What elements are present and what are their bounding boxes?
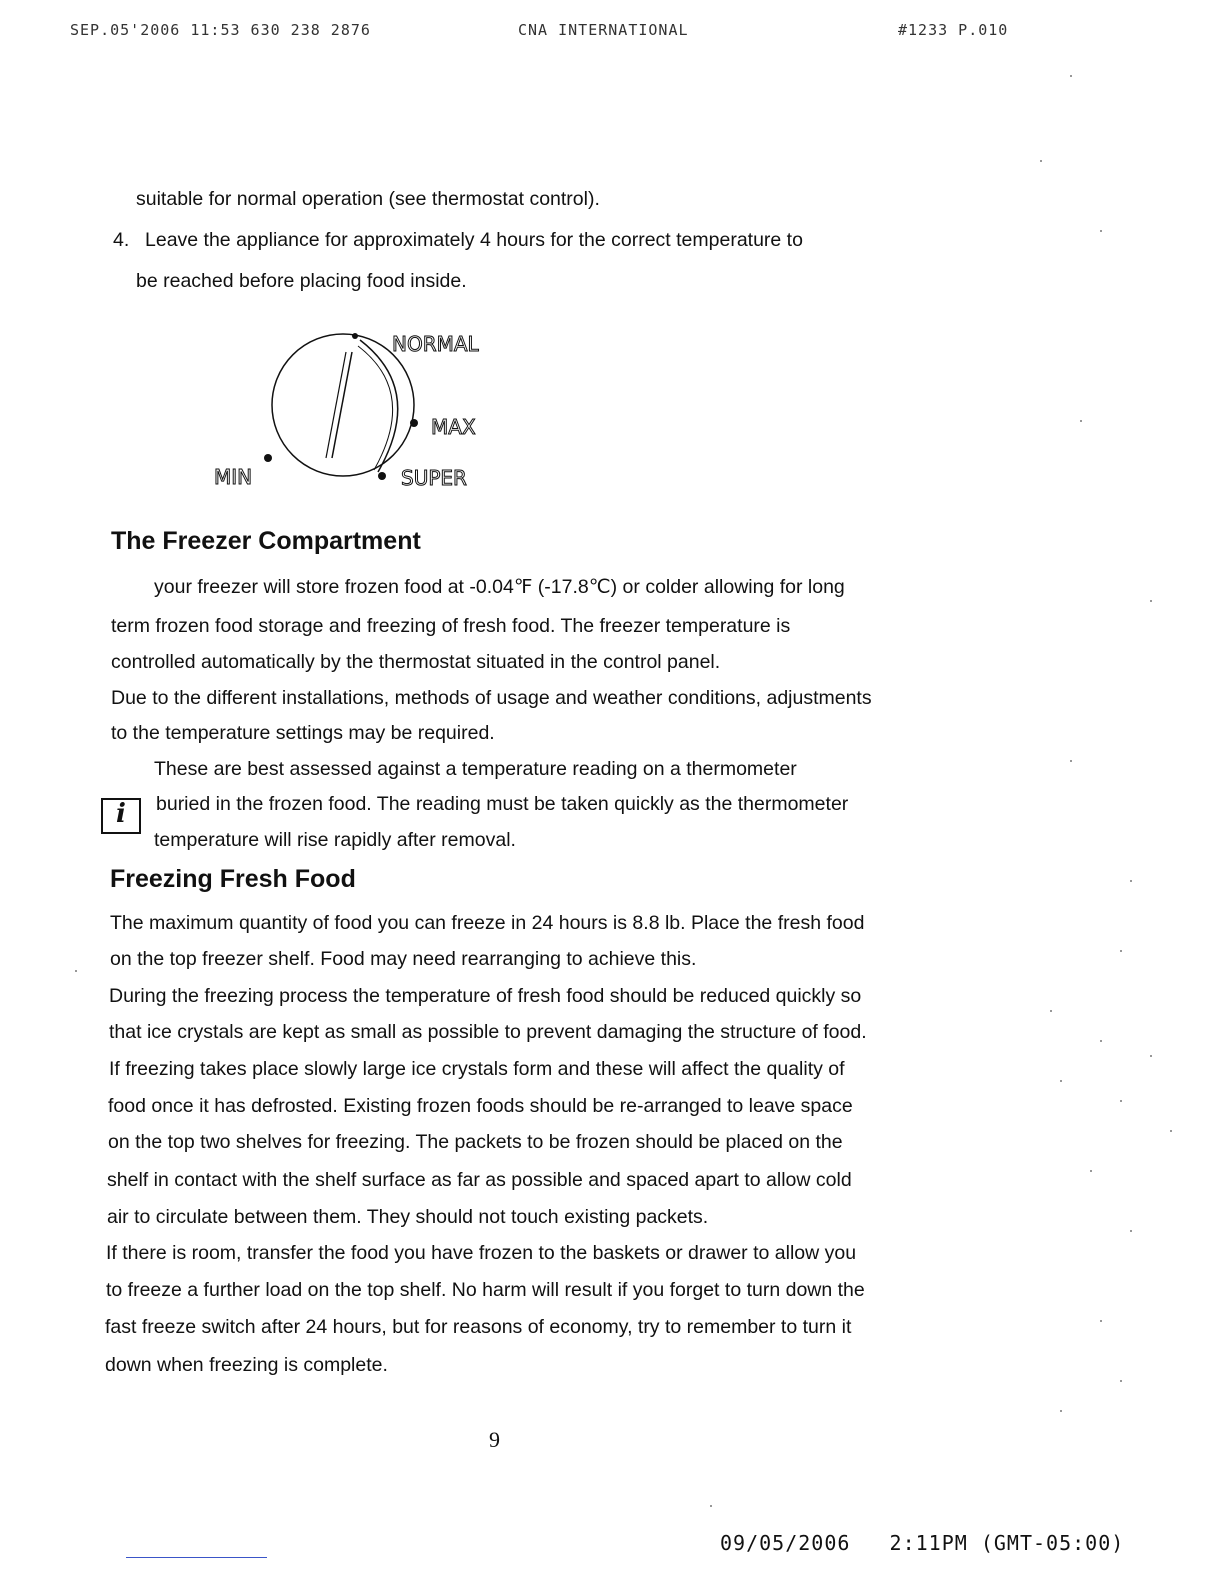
freezing-line: If freezing takes place slowly large ice crystals form and these will affect the quality of [109, 1058, 845, 1080]
max-dot [410, 419, 418, 427]
dial-label-super: SUPER [401, 466, 467, 490]
freezing-line: If there is room, transfer the food you have frozen to the baskets or drawer to allow you [106, 1242, 857, 1264]
step-number: 4. [113, 229, 130, 251]
fax-header-center: CNA INTERNATIONAL [518, 21, 689, 39]
freezing-line: on the top freezer shelf. Food may need rearranging to achieve this. [110, 948, 697, 970]
freezing-line: down when freezing is complete. [105, 1354, 388, 1376]
dial-label-min: MIN [214, 465, 253, 489]
freezing-line: During the freezing process the temperature of fresh food should be reduced quickly so [109, 985, 862, 1007]
dial-pointer [332, 352, 352, 458]
freezer-line: controlled automatically by the thermostat situated in the control panel. [111, 651, 721, 673]
freezer-line: These are best assessed against a temperature reading on a thermometer [154, 758, 797, 780]
page-number: 9 [489, 1427, 500, 1452]
fax-header-right: #1233 P.010 [898, 21, 1009, 39]
intro-line: suitable for normal operation (see thermostat control). [136, 188, 600, 210]
freezer-line: buried in the frozen food. The reading must be taken quickly as the thermometer [156, 793, 849, 815]
normal-dot [352, 333, 358, 339]
freezer-line: Due to the different installations, methods of usage and weather conditions, adjustments [111, 687, 872, 709]
super-dot [378, 472, 386, 480]
freezer-line: temperature will rise rapidly after removal. [154, 829, 516, 851]
dial-arc-inner [358, 346, 393, 470]
freezing-line: air to circulate between them. They should not touch existing packets. [107, 1206, 709, 1228]
step-line-2: be reached before placing food inside. [136, 270, 467, 292]
min-dot [264, 454, 272, 462]
dial-label-max: MAX [431, 415, 476, 439]
dial-pointer-edge [326, 352, 346, 458]
fax-footer: 09/05/2006 2:11PM (GMT-05:00) [720, 1531, 1125, 1555]
freezer-line: your freezer will store frozen food at -0.04℉ (-17.8℃) or colder allowing for long [154, 576, 845, 598]
step-line-1: Leave the appliance for approximately 4 hours for the correct temperature to [145, 229, 803, 251]
fax-header-left: SEP.05'2006 11:53 630 238 2876 [70, 21, 371, 39]
freezer-heading: The Freezer Compartment [111, 527, 421, 555]
info-icon: i [101, 798, 141, 834]
freezing-line: fast freeze switch after 24 hours, but for reasons of economy, try to remember to turn it [105, 1316, 852, 1338]
scan-underline-mark [126, 1557, 267, 1558]
freezer-line: to the temperature settings may be required. [111, 722, 495, 744]
freezing-line: shelf in contact with the shelf surface as far as possible and spaced apart to allow cold [107, 1169, 852, 1191]
dial-label-normal: NORMAL [392, 332, 479, 356]
freezing-line: that ice crystals are kept as small as possible to prevent damaging the structure of food. [109, 1021, 867, 1043]
freezing-line: The maximum quantity of food you can freeze in 24 hours is 8.8 lb. Place the fresh food [110, 912, 865, 934]
freezer-line: term frozen food storage and freezing of fresh food. The freezer temperature is [111, 615, 791, 637]
thermostat-dial-diagram [200, 320, 520, 500]
freezing-line: on the top two shelves for freezing. The packets to be frozen should be placed on the [108, 1131, 843, 1153]
freezing-heading: Freezing Fresh Food [110, 865, 356, 893]
freezing-line: food once it has defrosted. Existing frozen foods should be re-arranged to leave space [108, 1095, 853, 1117]
freezing-line: to freeze a further load on the top shelf. No harm will result if you forget to turn down the [106, 1279, 865, 1301]
